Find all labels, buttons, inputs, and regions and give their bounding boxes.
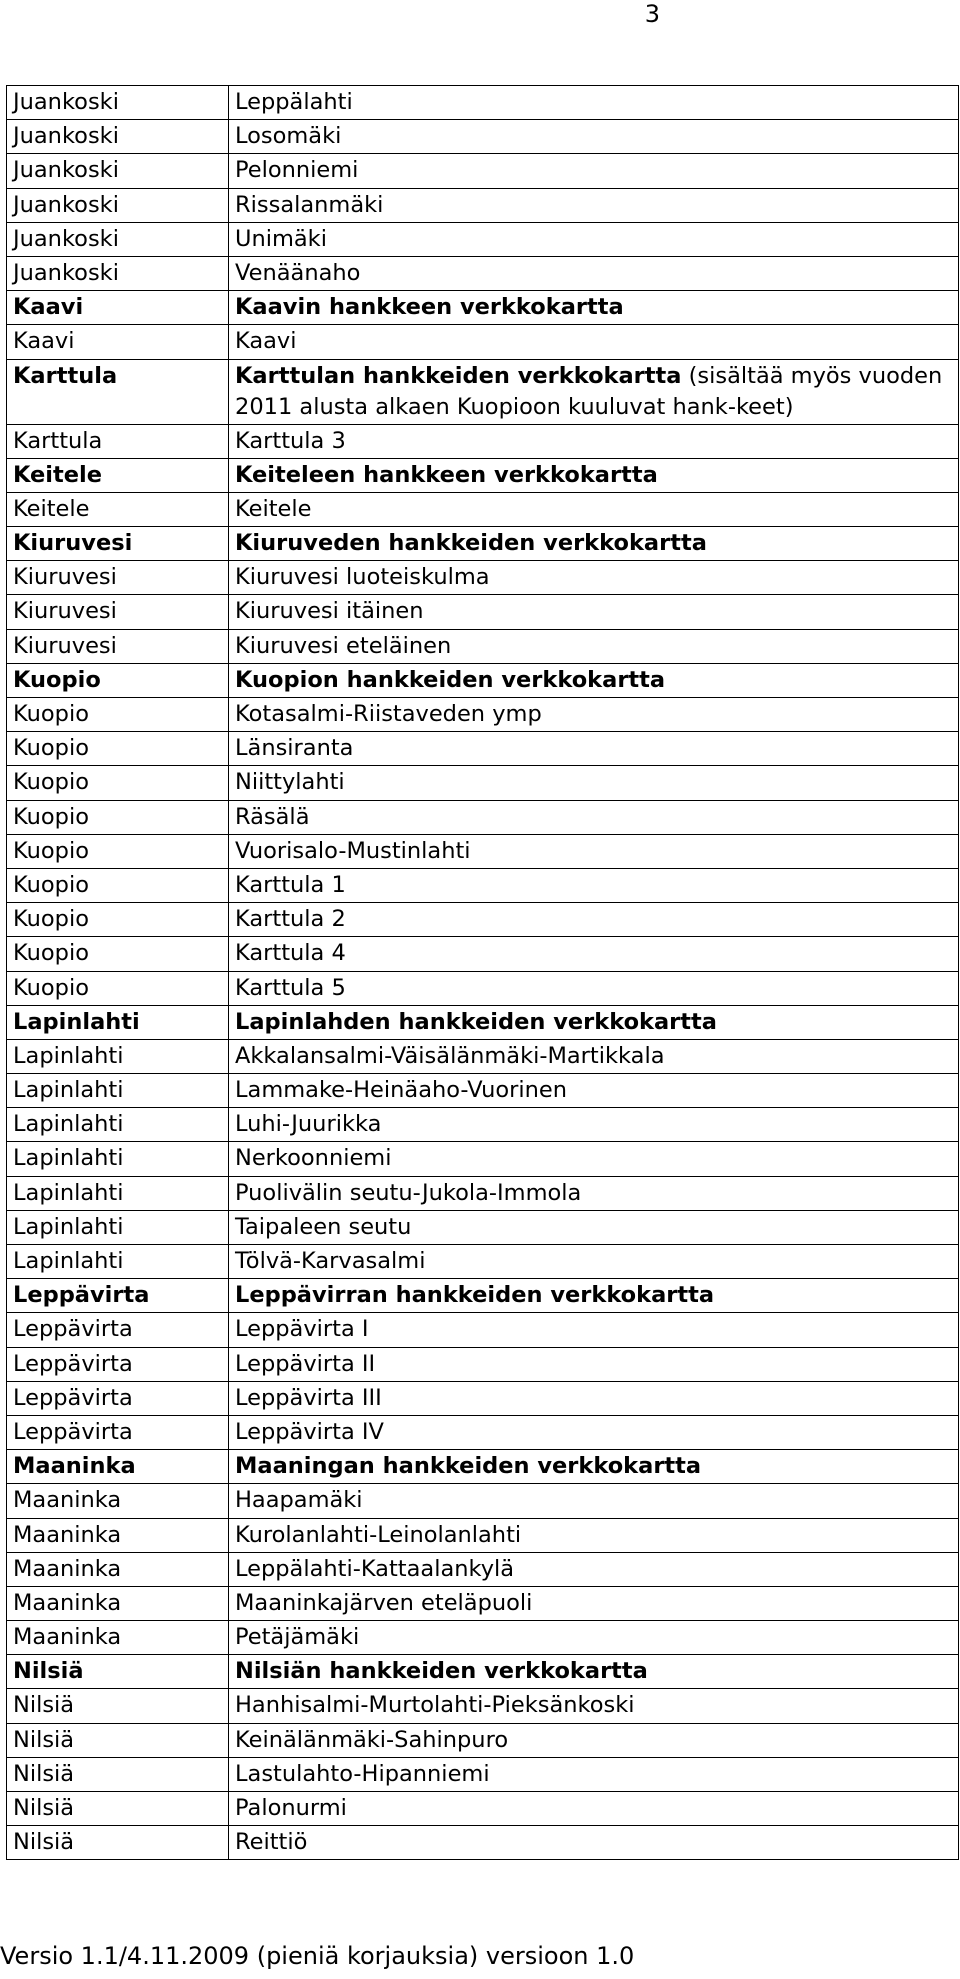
municipality-cell: Kaavi	[7, 291, 229, 325]
project-cell: Maaninkajärven eteläpuoli	[229, 1586, 959, 1620]
table-row	[7, 1689, 959, 1723]
table-row	[7, 1450, 959, 1484]
table-row	[7, 903, 959, 937]
municipality-cell: Maaninka	[7, 1484, 229, 1518]
table-row	[7, 325, 959, 359]
table-row	[7, 1279, 959, 1313]
municipality-cell: Leppävirta	[7, 1347, 229, 1381]
table-row	[7, 1005, 959, 1039]
project-cell: Lapinlahden hankkeiden verkkokartta	[229, 1005, 959, 1039]
project-cell: Unimäki	[229, 222, 959, 256]
municipality-cell: Kuopio	[7, 732, 229, 766]
table-row	[7, 1074, 959, 1108]
project-cell: Kiuruveden hankkeiden verkkokartta	[229, 527, 959, 561]
municipality-cell: Kuopio	[7, 903, 229, 937]
table-row	[7, 188, 959, 222]
project-cell: Hanhisalmi-Murtolahti-Pieksänkoski	[229, 1689, 959, 1723]
project-cell: Kurolanlahti-Leinolanlahti	[229, 1518, 959, 1552]
project-cell: Luhi-Juurikka	[229, 1108, 959, 1142]
municipality-cell: Nilsiä	[7, 1792, 229, 1826]
municipality-cell: Kuopio	[7, 937, 229, 971]
project-cell: Karttula 1	[229, 868, 959, 902]
project-cell: Leppävirta I	[229, 1313, 959, 1347]
table-row	[7, 458, 959, 492]
municipality-cell: Karttula	[7, 424, 229, 458]
municipality-cell: Lapinlahti	[7, 1074, 229, 1108]
table-row	[7, 868, 959, 902]
project-cell: Venäänaho	[229, 256, 959, 290]
municipality-cell: Leppävirta	[7, 1381, 229, 1415]
municipality-cell: Lapinlahti	[7, 1039, 229, 1073]
table-row	[7, 1381, 959, 1415]
table-row	[7, 424, 959, 458]
project-cell: Karttula 2	[229, 903, 959, 937]
table-row	[7, 800, 959, 834]
municipality-cell: Kiuruvesi	[7, 629, 229, 663]
project-cell: Rissalanmäki	[229, 188, 959, 222]
table-row	[7, 492, 959, 526]
table-row	[7, 595, 959, 629]
municipality-cell: Lapinlahti	[7, 1245, 229, 1279]
table-row	[7, 1518, 959, 1552]
project-cell: Tölvä-Karvasalmi	[229, 1245, 959, 1279]
table-row	[7, 222, 959, 256]
municipality-cell: Keitele	[7, 492, 229, 526]
project-cell: Reittiö	[229, 1826, 959, 1860]
project-table-body	[7, 86, 959, 1860]
table-row	[7, 937, 959, 971]
project-cell: Haapamäki	[229, 1484, 959, 1518]
municipality-cell: Leppävirta	[7, 1313, 229, 1347]
project-cell: Niittylahti	[229, 766, 959, 800]
municipality-cell: Maaninka	[7, 1621, 229, 1655]
table-row	[7, 663, 959, 697]
project-name: Karttulan hankkeiden verkkokartta	[235, 362, 682, 389]
project-cell: Nilsiän hankkeiden verkkokartta	[229, 1655, 959, 1689]
table-row	[7, 527, 959, 561]
municipality-cell: Kuopio	[7, 766, 229, 800]
municipality-cell: Lapinlahti	[7, 1142, 229, 1176]
project-cell: Nerkoonniemi	[229, 1142, 959, 1176]
project-cell: Leppävirta IV	[229, 1415, 959, 1449]
project-cell: Keinälänmäki-Sahinpuro	[229, 1723, 959, 1757]
municipality-cell: Leppävirta	[7, 1415, 229, 1449]
table-row	[7, 1792, 959, 1826]
municipality-cell: Kuopio	[7, 971, 229, 1005]
project-cell: Karttula 5	[229, 971, 959, 1005]
table-row	[7, 1415, 959, 1449]
table-row	[7, 971, 959, 1005]
municipality-cell: Kuopio	[7, 663, 229, 697]
project-cell: Räsälä	[229, 800, 959, 834]
project-cell: Leppävirta III	[229, 1381, 959, 1415]
municipality-cell: Juankoski	[7, 86, 229, 120]
project-cell: Kaavi	[229, 325, 959, 359]
table-row	[7, 1313, 959, 1347]
project-cell: Leppävirran hankkeiden verkkokartta	[229, 1279, 959, 1313]
project-cell: Karttula 4	[229, 937, 959, 971]
table-row	[7, 256, 959, 290]
municipality-cell: Lapinlahti	[7, 1210, 229, 1244]
municipality-cell: Kuopio	[7, 868, 229, 902]
municipality-cell: Kuopio	[7, 800, 229, 834]
table-row	[7, 1176, 959, 1210]
version-footer: Versio 1.1/4.11.2009 (pieniä korjauksia) versioon 1.0	[0, 1942, 635, 1970]
table-row	[7, 1757, 959, 1791]
project-cell: Kaavin hankkeen verkkokartta	[229, 291, 959, 325]
table-row	[7, 732, 959, 766]
table-row	[7, 154, 959, 188]
table-row	[7, 86, 959, 120]
municipality-cell: Maaninka	[7, 1552, 229, 1586]
municipality-cell: Kiuruvesi	[7, 527, 229, 561]
project-cell: Maaningan hankkeiden verkkokartta	[229, 1450, 959, 1484]
table-row	[7, 629, 959, 663]
project-cell: Lastulahto-Hipanniemi	[229, 1757, 959, 1791]
table-row	[7, 1245, 959, 1279]
project-cell: Kotasalmi-Riistaveden ymp	[229, 698, 959, 732]
table-row	[7, 1552, 959, 1586]
municipality-cell: Kuopio	[7, 834, 229, 868]
municipality-cell: Juankoski	[7, 154, 229, 188]
project-cell: Akkalansalmi-Väisälänmäki-Martikkala	[229, 1039, 959, 1073]
project-cell: Leppälahti-Kattaalankylä	[229, 1552, 959, 1586]
municipality-cell: Kiuruvesi	[7, 595, 229, 629]
project-table	[6, 85, 959, 1860]
project-cell: Karttula 3	[229, 424, 959, 458]
table-row	[7, 1826, 959, 1860]
municipality-cell: Maaninka	[7, 1518, 229, 1552]
table-row	[7, 1655, 959, 1689]
project-cell: Keitele	[229, 492, 959, 526]
table-row	[7, 1586, 959, 1620]
table-row	[7, 1039, 959, 1073]
municipality-cell: Juankoski	[7, 120, 229, 154]
municipality-cell: Karttula	[7, 359, 229, 424]
table-row	[7, 698, 959, 732]
municipality-cell: Juankoski	[7, 188, 229, 222]
table-row	[7, 766, 959, 800]
municipality-cell: Lapinlahti	[7, 1005, 229, 1039]
project-cell: Leppälahti	[229, 86, 959, 120]
project-cell: Vuorisalo-Mustinlahti	[229, 834, 959, 868]
project-table-container	[6, 85, 958, 1860]
municipality-cell: Nilsiä	[7, 1826, 229, 1860]
municipality-cell: Nilsiä	[7, 1723, 229, 1757]
table-row	[7, 120, 959, 154]
municipality-cell: Kaavi	[7, 325, 229, 359]
table-row	[7, 1142, 959, 1176]
municipality-cell: Kuopio	[7, 698, 229, 732]
project-cell	[229, 359, 959, 424]
project-cell: Puolivälin seutu-Jukola-Immola	[229, 1176, 959, 1210]
project-cell: Lammake-Heinäaho-Vuorinen	[229, 1074, 959, 1108]
project-cell: Kiuruvesi eteläinen	[229, 629, 959, 663]
municipality-cell: Juankoski	[7, 222, 229, 256]
project-cell: Taipaleen seutu	[229, 1210, 959, 1244]
municipality-cell: Juankoski	[7, 256, 229, 290]
table-row	[7, 1108, 959, 1142]
municipality-cell: Lapinlahti	[7, 1108, 229, 1142]
project-cell: Keiteleen hankkeen verkkokartta	[229, 458, 959, 492]
project-cell: Losomäki	[229, 120, 959, 154]
project-cell: Kiuruvesi itäinen	[229, 595, 959, 629]
project-note: (sisältää myös vuoden 2011 alusta alkaen Kuopioon kuuluvat hank-keet)	[235, 362, 943, 420]
municipality-cell: Maaninka	[7, 1450, 229, 1484]
municipality-cell: Keitele	[7, 458, 229, 492]
page-number: 3	[644, 0, 660, 28]
municipality-cell: Nilsiä	[7, 1689, 229, 1723]
project-cell: Kiuruvesi luoteiskulma	[229, 561, 959, 595]
municipality-cell: Maaninka	[7, 1586, 229, 1620]
municipality-cell: Leppävirta	[7, 1279, 229, 1313]
project-cell: Palonurmi	[229, 1792, 959, 1826]
municipality-cell: Lapinlahti	[7, 1176, 229, 1210]
project-cell: Kuopion hankkeiden verkkokartta	[229, 663, 959, 697]
table-row	[7, 1484, 959, 1518]
project-cell: Leppävirta II	[229, 1347, 959, 1381]
project-cell: Pelonniemi	[229, 154, 959, 188]
project-cell: Petäjämäki	[229, 1621, 959, 1655]
table-row	[7, 1347, 959, 1381]
municipality-cell: Nilsiä	[7, 1655, 229, 1689]
municipality-cell: Kiuruvesi	[7, 561, 229, 595]
table-row	[7, 291, 959, 325]
table-row	[7, 561, 959, 595]
table-row	[7, 1723, 959, 1757]
table-row	[7, 1621, 959, 1655]
table-row	[7, 359, 959, 424]
table-row	[7, 834, 959, 868]
municipality-cell: Nilsiä	[7, 1757, 229, 1791]
project-cell: Länsiranta	[229, 732, 959, 766]
table-row	[7, 1210, 959, 1244]
